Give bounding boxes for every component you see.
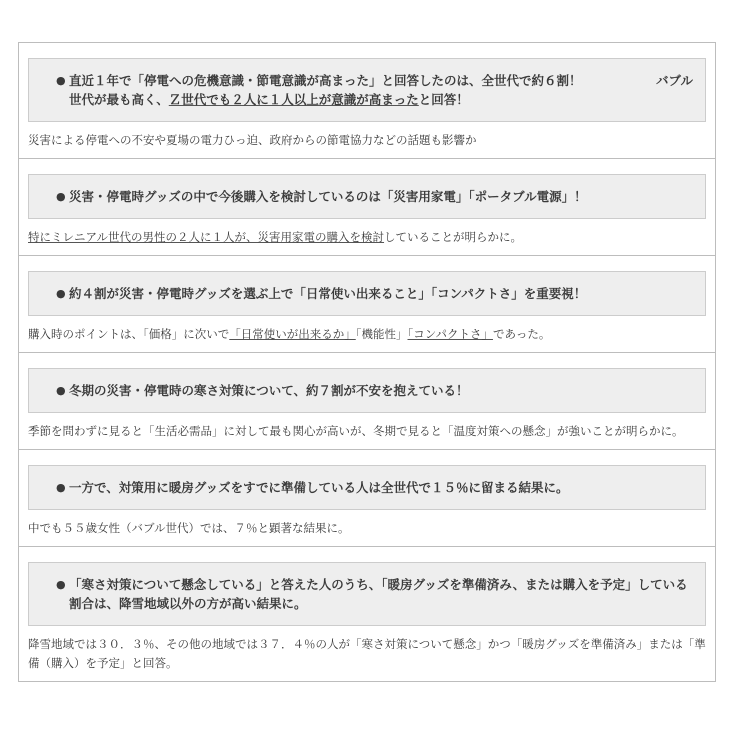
finding-description: 降雪地域では３０．３％、その他の地域では３７．４％の人が「寒さ対策について懸念」かつ「暖房グッズを準備済み」または「準備（購入）を予定」と回答。 [28, 637, 706, 670]
heading-text: 世代が最も高く、 [69, 92, 169, 107]
finding-3 [19, 256, 715, 353]
heading-text: 「寒さ対策について懸念している」と答えた人のうち、「暖房グッズを準備済み、または購入を予定」している割合は、降雪地域以外の方が高い結果に。 [69, 577, 688, 611]
description-text: 「機能性」 [355, 327, 408, 341]
finding-heading [28, 368, 706, 413]
finding-6 [19, 547, 715, 681]
finding-heading [28, 271, 706, 316]
finding-description [28, 228, 706, 247]
finding-2 [19, 159, 715, 256]
finding-description [28, 325, 706, 344]
heading-line-1 [69, 71, 693, 90]
bullet-icon: ● [56, 578, 66, 591]
finding-description: 季節を問わずに見ると「生活必需品」に対して最も関心が高いが、冬期で見ると「温度対策への懸念」が強いことが明らかに。 [28, 424, 684, 438]
heading-text: 災害・停電時グッズの中で今後購入を検討しているのは「災害用家電」「ポータブル電源」！ [69, 189, 587, 204]
underlined-text: 「コンパクトさ」 [407, 327, 493, 341]
underlined-text: 特にミレニアル世代の男性の２人に１人が、災害用家電の購入を検討 [28, 230, 385, 244]
heading-text: 冬期の災害・停電時の寒さ対策について、約７割が不安を抱えている！ [69, 383, 469, 398]
heading-text: 一方で、対策用に暖房グッズをすでに準備している人は全世代で１５％に留まる結果に。 [69, 480, 569, 495]
description-text: であった。 [492, 327, 551, 341]
finding-description: 中でも５５歳女性（バブル世代）では、７％と顕著な結果に。 [28, 521, 350, 535]
heading-underlined-text: Ｚ世代でも２人に１人以上が意識が高まった [168, 92, 419, 107]
bullet-icon: ● [56, 287, 66, 300]
bullet-icon: ● [56, 384, 66, 397]
description-text: 購入時のポイントは、「価格」に次いで [28, 327, 230, 341]
finding-heading [28, 58, 706, 122]
heading-text: 約４割が災害・停電時グッズを選ぶ上で「日常使い出来ること」「コンパクトさ」を重要視！ [69, 286, 587, 301]
heading-line-2 [69, 90, 693, 109]
bullet-icon: ● [56, 74, 66, 87]
bullet-icon: ● [56, 190, 66, 203]
underlined-text: 「日常使いが出来るか」 [229, 327, 356, 341]
heading-text: 直近１年で「停電への危機意識・節電意識が高まった」と回答したのは、全世代で約６割！ [69, 73, 582, 88]
finding-5 [19, 450, 715, 547]
finding-heading [28, 562, 706, 626]
finding-heading [28, 174, 706, 219]
bullet-icon: ● [56, 481, 66, 494]
finding-4 [19, 353, 715, 450]
finding-1 [19, 43, 715, 159]
heading-text-right: バブル [655, 73, 693, 88]
summary-list [18, 42, 716, 682]
description-text: していることが明らかに。 [384, 230, 523, 244]
heading-text: と回答！ [418, 92, 469, 107]
finding-description: 災害による停電への不安や夏場の電力ひっ迫、政府からの節電協力などの話題も影響か [28, 133, 477, 147]
finding-heading [28, 465, 706, 510]
